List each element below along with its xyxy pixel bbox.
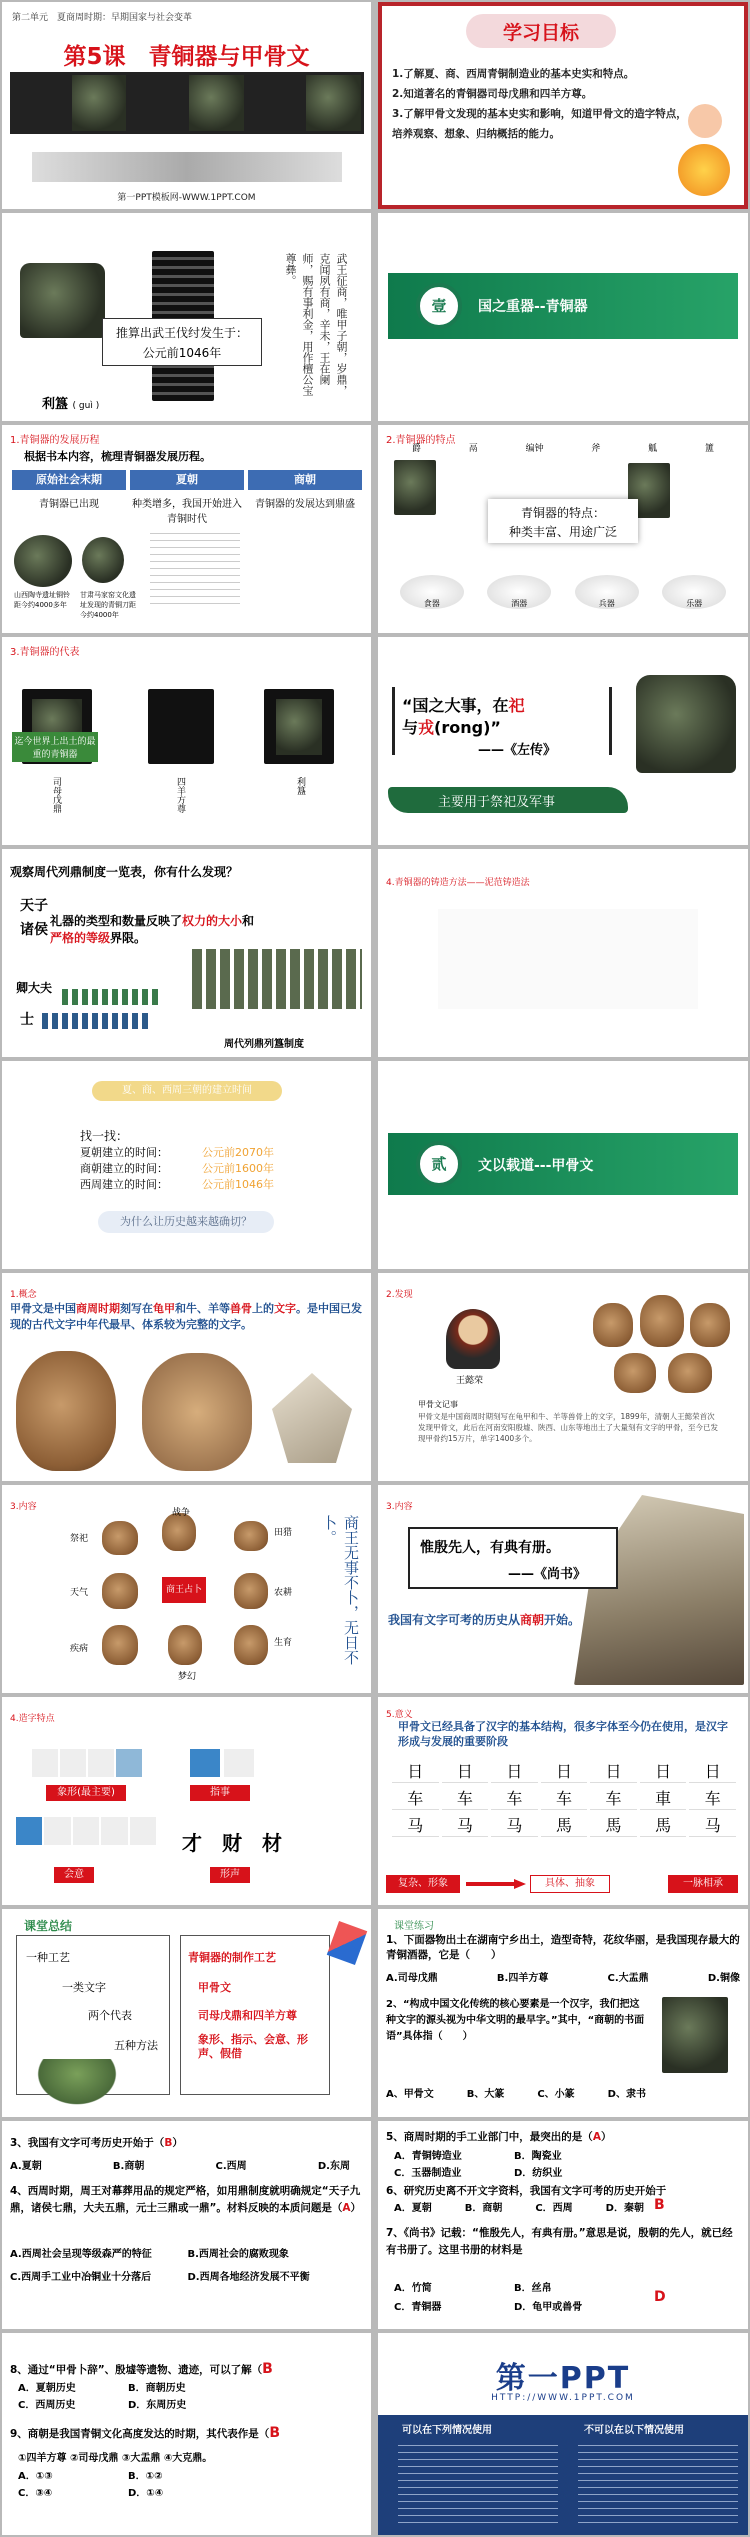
summary-item: 一种工艺 bbox=[26, 1951, 70, 1964]
option[interactable]: B.四羊方尊 bbox=[496, 1973, 549, 1984]
inscription-text: 武王征商，唯甲子朝，岁鼎，克闻夙有商，辛未，王在阑师，赐有事利金，用作檀公宝尊彝。 bbox=[284, 253, 348, 396]
option[interactable]: A．夏朝历史 bbox=[18, 2383, 76, 2394]
oracle-bone-photo bbox=[690, 1303, 730, 1347]
summary-answer: 象形、指示、会意、形声、假借 bbox=[198, 2033, 308, 2060]
evolution-tag: 一脉相承 bbox=[668, 1875, 738, 1893]
feature-line: 青铜器的特点： bbox=[520, 506, 605, 520]
glyph-tile bbox=[60, 1749, 86, 1777]
pencil-icon bbox=[327, 1921, 368, 1965]
option[interactable]: A.夏朝 bbox=[10, 2161, 42, 2172]
four-goat-photo bbox=[662, 1997, 728, 2073]
bronze-knife-photo bbox=[82, 537, 124, 583]
unit-label: 第二单元 夏商周时期：早期国家与社会变革 bbox=[12, 13, 193, 23]
section-title: 国之重器--青铜器 bbox=[478, 299, 588, 315]
option[interactable]: B．丝帛 bbox=[514, 2283, 552, 2294]
glyph: 日 bbox=[442, 1759, 489, 1783]
option[interactable]: A．青铜铸造业 bbox=[394, 2151, 462, 2162]
topic-label: 农耕 bbox=[274, 1588, 293, 1598]
practice-title: 课堂练习 bbox=[394, 1921, 434, 1932]
feature-line: 种类丰富、用途广泛 bbox=[508, 525, 617, 539]
heading: 2.发现 bbox=[386, 1290, 413, 1300]
bone-photo bbox=[234, 1521, 268, 1551]
concept-text: 甲骨文是中国商周时期刻写在龟甲和牛、羊等兽骨上的文字。是中国已发现的古代文字中年代最早、体系较为完整的文字。 bbox=[10, 1302, 362, 1331]
logo-url[interactable]: HTTP://WWW.1PPT.COM bbox=[491, 2393, 635, 2403]
slide-summary bbox=[2, 1909, 371, 2117]
feature-tag: 象形(最主要) bbox=[46, 1785, 126, 1801]
heading: 4.造字特点 bbox=[10, 1714, 55, 1724]
topic-label: 疾病 bbox=[70, 1644, 89, 1654]
answer-mark: B bbox=[654, 2197, 665, 2213]
summary-item: 五种方法 bbox=[114, 2039, 158, 2052]
option[interactable]: D．东周历史 bbox=[128, 2400, 187, 2411]
topic-label: 田猎 bbox=[274, 1528, 293, 1538]
note-text: 甲骨文是中国商周时期刻写在龟甲和牛、羊等兽骨上的文字，1899年，清朝人王懿荣首次发现甲骨文，此后在河南安阳殷墟、陕西、山东等地出土了大量刻有文字的甲骨，至今已发现甲骨约15万片，单字1400多个。 bbox=[418, 1412, 718, 1443]
topic-label: 天气 bbox=[70, 1588, 89, 1598]
text-page bbox=[150, 530, 240, 610]
brush-text: 主要用于祭祀及军事 bbox=[438, 795, 556, 810]
oracle-bone-photo bbox=[593, 1303, 633, 1347]
heading: 4.青铜器的铸造方法——泥范铸造法 bbox=[386, 878, 530, 888]
slide-dynasty-dates bbox=[2, 1061, 371, 1269]
ding-photo bbox=[636, 675, 736, 773]
vessel-label: 利簋 ( guì ) bbox=[42, 397, 100, 412]
slide-quiz-b bbox=[378, 2121, 748, 2329]
question: 2、“构成中国文化传统的核心要素是一个汉字，我们把这种文字的源头视为中华文明的最早字。”其中，“商朝的书面语”具体指（ ） bbox=[386, 1999, 645, 2042]
option[interactable]: B、大篆 bbox=[466, 2089, 505, 2100]
vessel-name: 斧 bbox=[591, 444, 601, 454]
option[interactable]: B．商朝 bbox=[464, 2203, 503, 2214]
vessel-name: 簠 bbox=[705, 444, 715, 454]
date-years bbox=[202, 1145, 274, 1193]
option[interactable]: D、隶书 bbox=[607, 2089, 646, 2100]
vessel-name: 司母戊鼎 bbox=[51, 777, 61, 813]
rank-label: 卿大夫 bbox=[16, 981, 53, 995]
option[interactable]: B.西周社会的腐败现象 bbox=[187, 2249, 289, 2260]
summary-item: 一类文字 bbox=[62, 1981, 106, 1994]
question: 1、下面器物出土在湖南宁乡出土，造型奇特，花纹华丽，是我国现存最大的青铜酒器，它是（ ） bbox=[386, 1934, 740, 1961]
allowed-heading: 可以在下列情况使用 bbox=[402, 2425, 492, 2436]
options bbox=[10, 2245, 365, 2283]
glyph: 马 bbox=[392, 1813, 439, 1837]
heading: 1.青铜器的发展历程 bbox=[10, 435, 100, 446]
oracle-bone-photo bbox=[668, 1353, 712, 1393]
slide-section-2 bbox=[378, 1061, 748, 1269]
options bbox=[18, 2379, 238, 2411]
category-plate: 酒器 bbox=[487, 575, 551, 609]
options bbox=[394, 2147, 634, 2179]
evolution-tag: 具体、抽象 bbox=[530, 1875, 610, 1893]
vessel-names bbox=[388, 441, 738, 454]
ding-row bbox=[42, 1013, 152, 1029]
option[interactable]: B．①② bbox=[128, 2471, 163, 2482]
slide-content bbox=[2, 1485, 371, 1693]
glyph: 日 bbox=[689, 1759, 736, 1783]
bone-photo bbox=[102, 1521, 138, 1555]
slide-representatives bbox=[2, 637, 371, 845]
summary-item: 两个代表 bbox=[88, 2009, 132, 2022]
heading: 2.青铜器的特点 bbox=[386, 435, 456, 446]
lesson-title: 第5课 青铜器与甲骨文 bbox=[63, 44, 310, 70]
slide-zuozhuan bbox=[378, 637, 748, 845]
options bbox=[10, 2157, 350, 2172]
question-pill: 为什么让历史越来越确切？ bbox=[98, 1211, 274, 1233]
caption: 山西陶寺遗址铜铃距今约4000多年 bbox=[14, 591, 70, 609]
glyph: 马 bbox=[442, 1813, 489, 1837]
option[interactable]: D.东周 bbox=[317, 2161, 350, 2172]
bone-photo bbox=[162, 1513, 196, 1551]
goal-item: 1.了解夏、商、西周青铜制造业的基本史实和特点。 bbox=[392, 68, 635, 80]
glyph-tile bbox=[116, 1749, 142, 1777]
feature-tag: 形声 bbox=[210, 1867, 250, 1883]
glyph: 日 bbox=[541, 1759, 588, 1783]
heading: 3.内容 bbox=[10, 1502, 37, 1512]
ding-row bbox=[62, 989, 162, 1005]
glyph: 日 bbox=[590, 1759, 637, 1783]
glyph: 日 bbox=[640, 1759, 687, 1783]
slide-ligui bbox=[2, 213, 371, 421]
ligui-vessel bbox=[276, 699, 322, 755]
question: 7、《尚书》记载：“惟殷先人，有典有册。”意思是说，殷朝的先人，就已经有书册了。这里书册的材料是 bbox=[386, 2227, 733, 2256]
film-strip bbox=[10, 72, 364, 134]
options bbox=[386, 1969, 740, 1984]
option[interactable]: C.西周手工业中冶铜业十分落后 bbox=[10, 2272, 152, 2283]
person-name: 王懿荣 bbox=[456, 1376, 484, 1386]
glyph: 日 bbox=[392, 1759, 439, 1783]
vessel-name: 觚 bbox=[648, 444, 658, 454]
ligui-base bbox=[32, 338, 94, 383]
feature-tag: 指事 bbox=[190, 1785, 250, 1801]
stage-text: 青铜器已出现 bbox=[39, 499, 99, 510]
slide-title bbox=[2, 2, 371, 209]
heading: 1.概念 bbox=[10, 1290, 37, 1300]
bone-photo bbox=[102, 1625, 138, 1665]
slide-oracle-concept bbox=[2, 1273, 371, 1481]
slide-goals bbox=[378, 2, 748, 209]
glyph: 車 bbox=[640, 1786, 687, 1810]
bone-photo bbox=[168, 1625, 202, 1665]
option[interactable]: D．纺织业 bbox=[514, 2168, 563, 2179]
forbidden-heading: 不可以在以下情况使用 bbox=[584, 2425, 684, 2436]
glyph-tile bbox=[32, 1749, 58, 1777]
option[interactable]: C．西周 bbox=[535, 2203, 573, 2214]
glyph: 车 bbox=[491, 1786, 538, 1810]
bronze-photo bbox=[13, 75, 68, 131]
four-goat-photo bbox=[148, 689, 214, 764]
topic-label: 战争 bbox=[172, 1508, 191, 1518]
rank-label: 诸侯 bbox=[20, 922, 48, 938]
glyph: 马 bbox=[491, 1813, 538, 1837]
slide-features bbox=[378, 425, 748, 633]
vessel-name: 鬲 bbox=[468, 444, 478, 454]
glyph: 馬 bbox=[590, 1813, 637, 1837]
question: 5、商周时期的手工业部门中，最突出的是（A） bbox=[386, 2131, 612, 2143]
glyph-tile bbox=[190, 1749, 220, 1777]
kids-illustration bbox=[688, 104, 722, 138]
question: 4、西周时期，周王对幕葬用品的规定严格，如用鼎制度就明确规定“天子九鼎，诸侯七鼎，大夫五鼎，元士三鼎或一鼎”。材料反映的本质问题是（A） bbox=[10, 2185, 362, 2214]
rank-label: 士 bbox=[20, 1012, 34, 1028]
question-items: ①四羊方尊 ②司母戊鼎 ③大盂鼎 ④大克鼎。 bbox=[18, 2453, 213, 2464]
glyph-tile bbox=[101, 1817, 127, 1845]
vessel-name: 编钟 bbox=[525, 444, 544, 454]
glyph: 车 bbox=[689, 1786, 736, 1810]
topic-label: 祭祀 bbox=[70, 1534, 89, 1544]
options bbox=[394, 2199, 644, 2214]
slide-quiz-a bbox=[2, 2121, 371, 2329]
slide-section-1 bbox=[378, 213, 748, 421]
rank-label: 天子 bbox=[20, 898, 48, 914]
bone-fragment-photo bbox=[272, 1373, 352, 1463]
question: 6、研究历史离不开文字资料，我国有文字可考的历史开始于 bbox=[386, 2185, 667, 2197]
link-list[interactable] bbox=[398, 2441, 558, 2529]
vessel-name: 爵 bbox=[411, 444, 421, 454]
option[interactable]: A．①③ bbox=[18, 2471, 53, 2482]
glyph: 车 bbox=[541, 1786, 588, 1810]
date-rows bbox=[80, 1145, 168, 1193]
question: 8、通过“甲骨卜辞”、殷墟等遗物、遗迹，可以了解（B bbox=[10, 2361, 273, 2377]
options bbox=[18, 2467, 238, 2499]
finding: 礼器的类型和数量反映了权力的大小和 严格的等级界限。 bbox=[50, 914, 255, 945]
era-label: 原始社会末期 bbox=[12, 470, 126, 490]
slide-casting bbox=[378, 849, 748, 1057]
option[interactable]: C．西周历史 bbox=[18, 2400, 76, 2411]
options bbox=[386, 2085, 646, 2100]
bronze-photo bbox=[130, 75, 185, 131]
bronze-photo bbox=[306, 75, 361, 131]
bronze-photo bbox=[248, 75, 303, 131]
logo: 第一PPT bbox=[495, 2361, 631, 2396]
turtle-shell-photo bbox=[142, 1353, 252, 1471]
glyph: 馬 bbox=[640, 1813, 687, 1837]
date-line: 公元前1046年 bbox=[142, 346, 222, 360]
option[interactable]: A．夏朝 bbox=[394, 2203, 432, 2214]
glyph-tile bbox=[224, 1749, 254, 1777]
decor-band bbox=[32, 152, 342, 182]
glyph-row bbox=[16, 1817, 156, 1845]
oracle-bone-photo bbox=[614, 1353, 656, 1393]
date-row: 西周建立的时间： bbox=[80, 1178, 168, 1191]
section-number: 壹 bbox=[416, 283, 462, 329]
year: 公元前1046年 bbox=[202, 1178, 274, 1191]
zuozhuan-quote: “国之大事，在祀 与戎(rong)” bbox=[402, 696, 525, 737]
glyph-row bbox=[32, 1749, 142, 1777]
question: 9、商朝是我国青铜文化高度发达的时期，其代表作是（B bbox=[10, 2425, 280, 2441]
glyph-tile bbox=[16, 1817, 42, 1845]
tree-illustration bbox=[32, 2059, 122, 2109]
option[interactable]: C、小篆 bbox=[537, 2089, 575, 2100]
oracle-bone-photo bbox=[640, 1295, 684, 1347]
vessel-name: 利簋 bbox=[295, 777, 305, 795]
stage-text: 种类增多，我国开始进入青铜时代 bbox=[132, 499, 242, 525]
glyph: 马 bbox=[689, 1813, 736, 1837]
shangshu-source: ——《尚书》 bbox=[508, 1567, 587, 1582]
slide-practice bbox=[378, 1909, 748, 2117]
vessel-photo bbox=[683, 467, 733, 515]
vertical-phrase: 商王无事不卜，无日不卜。 bbox=[320, 1515, 360, 1665]
question: 观察周代列鼎制度一览表，你有什么发现？ bbox=[10, 865, 239, 879]
option[interactable]: D．①④ bbox=[128, 2488, 164, 2499]
question: 3、我国有文字可考历史开始于（B） bbox=[10, 2137, 183, 2149]
feature-box bbox=[488, 499, 638, 543]
glyph-tile bbox=[73, 1817, 99, 1845]
glyph: 馬 bbox=[541, 1813, 588, 1837]
option[interactable]: D.铜像 bbox=[707, 1973, 740, 1984]
option[interactable]: D.西周各地经济发展不平衡 bbox=[187, 2272, 310, 2283]
bronze-photo bbox=[72, 75, 127, 131]
option[interactable]: C．玉器制造业 bbox=[394, 2168, 462, 2179]
bone-photo bbox=[234, 1573, 268, 1609]
caption: 甘肃马家窑文化遗址发现的青铜刀距今约4000年 bbox=[80, 591, 136, 619]
goal-item: 3.了解甲骨文发现的基本史实和影响，知道甲骨文的造字特点，培养观察、想象、归纳概括的能力。 bbox=[392, 108, 687, 140]
goal-item: 2.知道著名的青铜器司母戊鼎和四羊方尊。 bbox=[392, 88, 593, 100]
date-row: 商朝建立的时间： bbox=[80, 1162, 168, 1175]
quote-source: ——《左传》 bbox=[478, 743, 557, 758]
four-goat-vessel bbox=[158, 699, 204, 755]
summary-answer: 甲骨文 bbox=[198, 1981, 231, 1994]
option[interactable]: C．青铜器 bbox=[394, 2302, 442, 2313]
category-plate: 食器 bbox=[400, 575, 464, 609]
option[interactable]: A.司母戊鼎 bbox=[386, 1973, 438, 1984]
ligui-vessel bbox=[20, 263, 105, 338]
option[interactable]: B．商朝历史 bbox=[128, 2383, 186, 2394]
bone-photo bbox=[234, 1625, 268, 1665]
date-box bbox=[102, 318, 262, 366]
date-row: 夏朝建立的时间： bbox=[80, 1146, 168, 1159]
glyph-tile bbox=[88, 1749, 114, 1777]
option[interactable]: A．竹简 bbox=[394, 2283, 432, 2294]
find-label: 找一找： bbox=[80, 1129, 129, 1143]
option[interactable]: C.西周 bbox=[215, 2161, 247, 2172]
summary-title: 课堂总结 bbox=[24, 1919, 73, 1933]
summary-answer: 青铜器的制作工艺 bbox=[188, 1951, 276, 1964]
option[interactable]: B．陶瓷业 bbox=[514, 2151, 562, 2162]
slide-lieding bbox=[2, 849, 371, 1057]
conclusion: 我国有文字可考的历史从商朝开始。 bbox=[388, 1613, 581, 1627]
category-plate: 乐器 bbox=[662, 575, 726, 609]
significance-text: 甲骨文已经具备了汉字的基本结构，很多字体至今仍在使用，是汉字形成与发展的重要阶段 bbox=[398, 1720, 728, 1748]
slide-development bbox=[2, 425, 371, 633]
link-list[interactable] bbox=[578, 2441, 738, 2529]
evolution-tag: 复杂、形象 bbox=[386, 1875, 460, 1893]
oracle-bone-photo bbox=[16, 1351, 116, 1471]
topic-label: 生育 bbox=[274, 1638, 293, 1648]
heading: 5.意义 bbox=[386, 1710, 413, 1720]
glyph: 车 bbox=[590, 1786, 637, 1810]
portrait-photo bbox=[446, 1309, 500, 1369]
shangshu-quote: 惟殷先人，有典有册。 bbox=[420, 1540, 560, 1556]
heading: 3.内容 bbox=[386, 1502, 413, 1512]
note-title: 甲骨文记事 bbox=[418, 1400, 458, 1409]
slide-ad bbox=[378, 2333, 748, 2535]
option[interactable]: B.商朝 bbox=[112, 2161, 145, 2172]
option[interactable]: A.西周社会呈现等级森严的特征 bbox=[10, 2249, 152, 2260]
banner: 夏、商、西周三朝的建立时间 bbox=[92, 1081, 282, 1101]
date-line: 推算出武王伐纣发生于： bbox=[115, 326, 248, 340]
plates-row bbox=[388, 575, 738, 609]
ding-photo bbox=[270, 543, 330, 593]
bronze-photo bbox=[189, 75, 244, 131]
stage-text: 青铜器的发展达到鼎盛 bbox=[255, 499, 355, 510]
slide-quiz-c bbox=[2, 2333, 371, 2535]
era-label: 夏朝 bbox=[130, 470, 244, 490]
glyph-evolution-grid bbox=[392, 1759, 736, 1837]
feature-tag: 会意 bbox=[54, 1867, 94, 1883]
glyph: 车 bbox=[442, 1786, 489, 1810]
option[interactable]: D．秦朝 bbox=[605, 2203, 644, 2214]
era-label: 商朝 bbox=[248, 470, 362, 490]
stage-row bbox=[12, 495, 362, 525]
heading: 3.青铜器的代表 bbox=[10, 647, 80, 658]
category-plate: 兵器 bbox=[575, 575, 639, 609]
slide-shangshu bbox=[378, 1485, 748, 1693]
year: 公元前1600年 bbox=[202, 1162, 274, 1175]
table-caption: 周代列鼎列簋制度 bbox=[224, 1039, 304, 1050]
glyph: 车 bbox=[392, 1786, 439, 1810]
summary-answer: 司母戊鼎和四羊方尊 bbox=[198, 2009, 297, 2022]
vessel-name: 四羊方尊 bbox=[175, 777, 185, 813]
section-title: 文以载道---甲骨文 bbox=[478, 1158, 594, 1174]
option[interactable]: D．龟甲或兽骨 bbox=[514, 2302, 583, 2313]
options bbox=[394, 2279, 634, 2313]
center-tag: 商王占卜 bbox=[162, 1577, 206, 1603]
slide-discovery bbox=[378, 1273, 748, 1481]
era-arrow bbox=[12, 470, 362, 490]
goals-title: 学习目标 bbox=[502, 22, 579, 44]
year: 公元前2070年 bbox=[202, 1146, 274, 1159]
option[interactable]: C.大盂鼎 bbox=[607, 1973, 649, 1984]
glyph-tile bbox=[44, 1817, 70, 1845]
section-number: 贰 bbox=[416, 1141, 462, 1187]
slide-significance bbox=[378, 1697, 748, 1905]
xingsheng-chars: 才 财 材 bbox=[182, 1831, 282, 1855]
ligui-photo bbox=[264, 689, 334, 764]
goals-list bbox=[392, 64, 692, 144]
vessel-photo bbox=[394, 460, 436, 515]
option[interactable]: C．③④ bbox=[18, 2488, 53, 2499]
slide-char-features bbox=[2, 1697, 371, 1905]
topic-label: 梦幻 bbox=[178, 1672, 197, 1682]
footer-text: 第一PPT模板网-WWW.1PPT.COM bbox=[117, 193, 256, 203]
answer-mark: D bbox=[654, 2289, 666, 2305]
video-area bbox=[438, 909, 698, 1009]
bone-large-photo bbox=[574, 1495, 744, 1685]
option[interactable]: A、甲骨文 bbox=[386, 2089, 434, 2100]
bone-photo bbox=[102, 1573, 138, 1609]
bronze-bell-photo bbox=[14, 535, 72, 587]
subtitle: 根据书本内容，梳理青铜器发展历程。 bbox=[24, 450, 211, 463]
kids-illustration bbox=[678, 144, 730, 196]
ding-table bbox=[192, 949, 362, 1009]
glyph: 日 bbox=[491, 1759, 538, 1783]
record-overlay: 迄今世界上出土的最重的青铜器 bbox=[12, 732, 98, 762]
arrow-icon bbox=[466, 1879, 526, 1889]
glyph-tile bbox=[130, 1817, 156, 1845]
